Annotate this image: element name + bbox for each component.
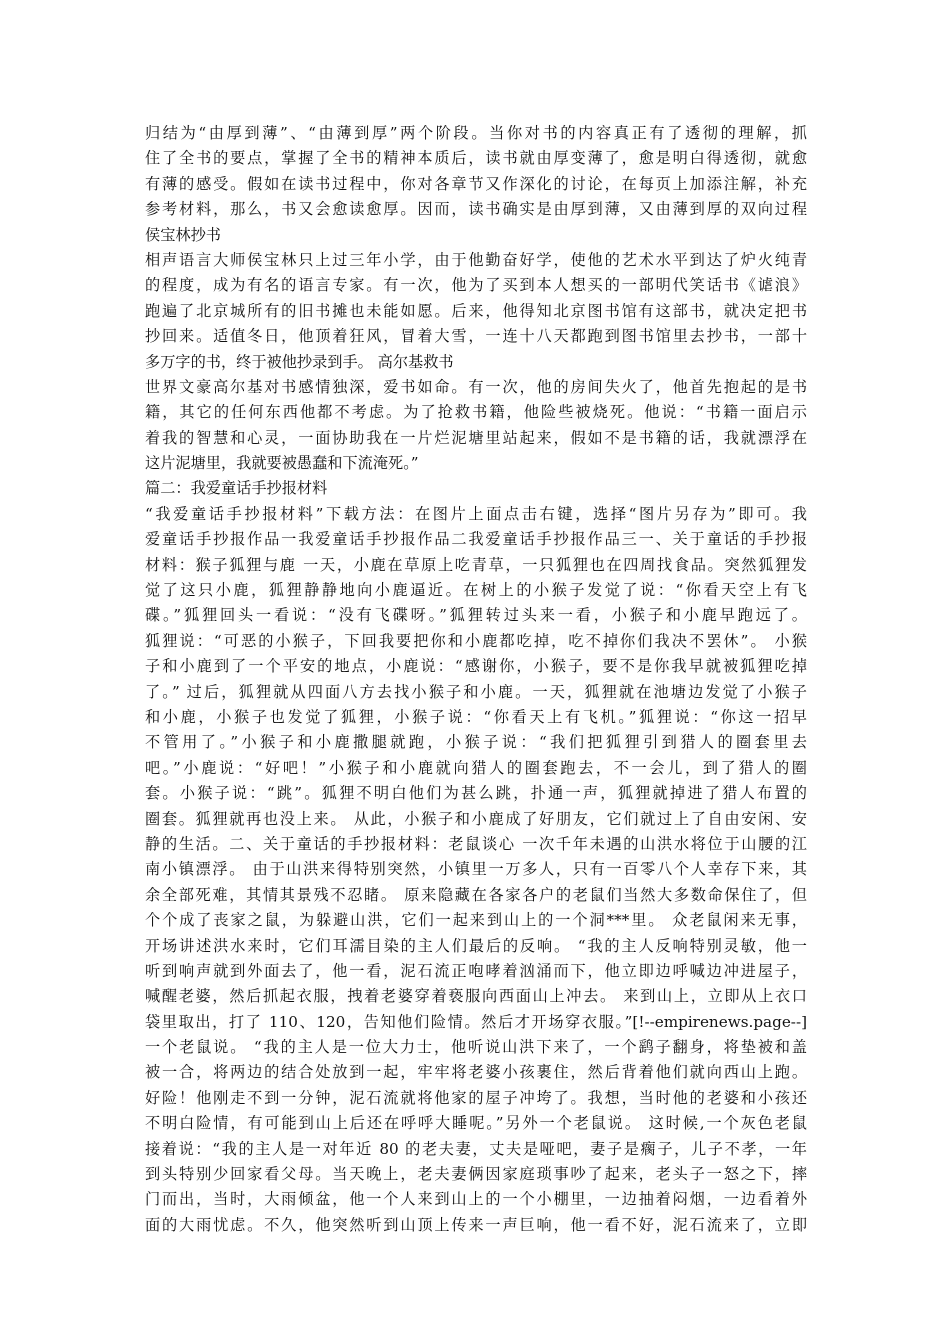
- text-line: 材料：猴子狐狸与鹿 一天，小鹿在草原上吃青草，一只狐狸也在四周找食品。突然狐狸发: [145, 555, 807, 574]
- text-line: 好险！他刚走不到一分钟，泥石流就将他家的屋子冲垮了。我想，当时他的老婆和小孩还: [145, 1088, 807, 1107]
- text-line: 听到响声就到外面去了，他一看，泥石流正咆哮着汹涌而下，他立即边呼喊边冲进屋子，: [145, 961, 807, 980]
- text-line: 狐狸说：“可恶的小猴子，下回我要把你和小鹿都吃掉，吃不掉你们我决不罢休”。 小猴: [145, 631, 807, 650]
- text-line: 多万字的书，终于被他抄录到手。 高尔基救书: [145, 352, 454, 371]
- text-line: 套。小猴子说：“跳”。狐狸不明白他们为甚么跳，扑通一声，狐狸就掉进了猎人布置的: [145, 784, 807, 803]
- text-line: 静的生活。二、关于童话的手抄报材料：老鼠谈心 一次千年未遇的山洪水将位于山腰的江: [145, 834, 807, 853]
- text-line: 住了全书的要点，掌握了全书的精神本质后，读书就由厚变薄了，愈是明白得透彻，就愈: [145, 149, 807, 168]
- text-line: 这片泥塘里，我就要被愚蠢和下流淹死。”: [145, 454, 419, 473]
- text-line: 面的大雨忧虑。不久，他突然听到山顶上传来一声巨响，他一看不好，泥石流来了，立即: [145, 1215, 807, 1234]
- section-heading: 侯宝林抄书: [145, 225, 221, 244]
- text-line: 子和小鹿到了一个平安的地点，小鹿说：“感谢你，小猴子，要不是你我早就被狐狸吃掉: [145, 657, 807, 676]
- text-line: 碟。”狐狸回头一看说：“没有飞碟呀。”狐狸转过头来一看，小猴子和小鹿早跑远了。: [145, 606, 807, 625]
- section-heading: 篇二：我爱童话手抄报材料: [145, 479, 328, 498]
- text-line: 吧。”小鹿说：“好吧！”小猴子和小鹿就向猎人的圈套跑去，不一会儿，到了猎人的圈: [145, 758, 807, 777]
- text-line: 的程度，成为有名的语言专家。有一次，他为了买到本人想买的一部明代笑话书《谑浪》: [145, 276, 807, 295]
- text-line: 跑遍了北京城所有的旧书摊也未能如愿。后来，他得知北京图书馆有这部书，就决定把书: [145, 301, 807, 320]
- text-line: 一个老鼠说。 “我的主人是一位大力士，他听说山洪下来了，一个鹞子翻身，将垫被和盖: [145, 1038, 807, 1057]
- text-line: 余全部死难，其情其景残不忍睹。 原来隐藏在各家各户的老鼠们当然大多数命保住了，但: [145, 885, 807, 904]
- text-line: 个个成了丧家之鼠，为躲避山洪，它们一起来到山上的一个洞***里。 众老鼠闲来无事，: [145, 911, 807, 930]
- text-line: 了。” 过后，狐狸就从四面八方去找小猴子和小鹿。一天，狐狸就在池塘边发觉了小猴子: [145, 682, 807, 701]
- text-line: 不管用了。”小猴子和小鹿撒腿就跑，小猴子说：“我们把狐狸引到猎人的圈套里去: [145, 733, 807, 752]
- text-line: 有薄的感受。假如在读书过程中，你对各章节又作深化的讨论，在每页上加添注解，补充: [145, 174, 807, 193]
- text-line: 籍，其它的任何东西他都不考虑。为了抢救书籍，他险些被烧死。他说：“书籍一面启示: [145, 403, 807, 422]
- text-line: 喊醒老婆，然后抓起衣服，拽着老婆穿着亵服向西面山上冲去。 来到山上，立即从上衣口: [145, 987, 807, 1006]
- text-line: “我爱童话手抄报材料”下载方法：在图片上面点击右键，选择“图片另存为”即可。我: [145, 504, 807, 523]
- text-line: 抄回来。适值冬日，他顶着狂风，冒着大雪，一连十八天都跑到图书馆里去抄书，一部十: [145, 327, 807, 346]
- text-line: 相声语言大师侯宝林只上过三年小学，由于他勤奋好学，使他的艺术水平到达了炉火纯青: [145, 250, 807, 269]
- text-line: 到头特别少回家看父母。当天晚上，老夫妻俩因家庭琐事吵了起来，老头子一怒之下，摔: [145, 1165, 807, 1184]
- text-line: 参考材料，那么，书又会愈读愈厚。因而，读书确实是由厚到薄，又由薄到厚的双向过程: [145, 200, 807, 219]
- text-line: 觉了这只小鹿，狐狸静静地向小鹿逼近。在树上的小猴子发觉了说：“你看天空上有飞: [145, 581, 807, 600]
- text-line: 和小鹿，小猴子也发觉了狐狸，小猴子说：“你看天上有飞机。”狐狸说：“你这一招早: [145, 707, 807, 726]
- text-line: 南小镇漂浮。 由于山洪来得特别突然，小镇里一万多人，只有一百零八个人幸存下来，其: [145, 860, 807, 879]
- text-line: 开场讲述洪水来时，它们耳濡目染的主人们最后的反响。 “我的主人反响特别灵敏，他一: [145, 936, 807, 955]
- text-line: 世界文豪高尔基对书感情独深，爱书如命。有一次，他的房间失火了，他首先抱起的是书: [145, 377, 807, 396]
- text-line: 圈套。狐狸就再也没上来。 从此，小猴子和小鹿成了好朋友，它们就过上了自由安闲、安: [145, 809, 807, 828]
- text-line: 接着说：“我的主人是一对年近 80 的老夫妻，丈夫是哑吧，妻子是瘸子，儿子不孝，一年: [145, 1139, 807, 1158]
- text-line: 门而出，当时，大雨倾盆，他一个人来到山上的一个小棚里，一边抽着闷烟，一边看着外: [145, 1190, 807, 1209]
- text-line: 着我的智慧和心灵，一面协助我在一片烂泥塘里站起来，假如不是书籍的话，我就漂浮在: [145, 428, 807, 447]
- text-line: 归结为“由厚到薄”、“由薄到厚”两个阶段。当你对书的内容真正有了透彻的理解，抓: [145, 124, 807, 142]
- text-line: 不明白险情，有可能到山上后还在呼呼大睡呢。”另外一个老鼠说。 这时候,一个灰色老鼠: [145, 1114, 807, 1133]
- text-line: 爱童话手抄报作品一我爱童话手抄报作品二我爱童话手抄报作品三一、关于童话的手抄报: [145, 530, 807, 549]
- text-line: 袋里取出，打了 110、120，告知他们险情。然后才开场穿衣服。”[!--empirenews.page--]: [145, 1012, 807, 1031]
- text-line: 被一合，将两边的结合处放到一起，牢牢将老婆小孩裹住，然后背着他们就向西山上跑。: [145, 1063, 807, 1082]
- document-body: [145, 121, 807, 1238]
